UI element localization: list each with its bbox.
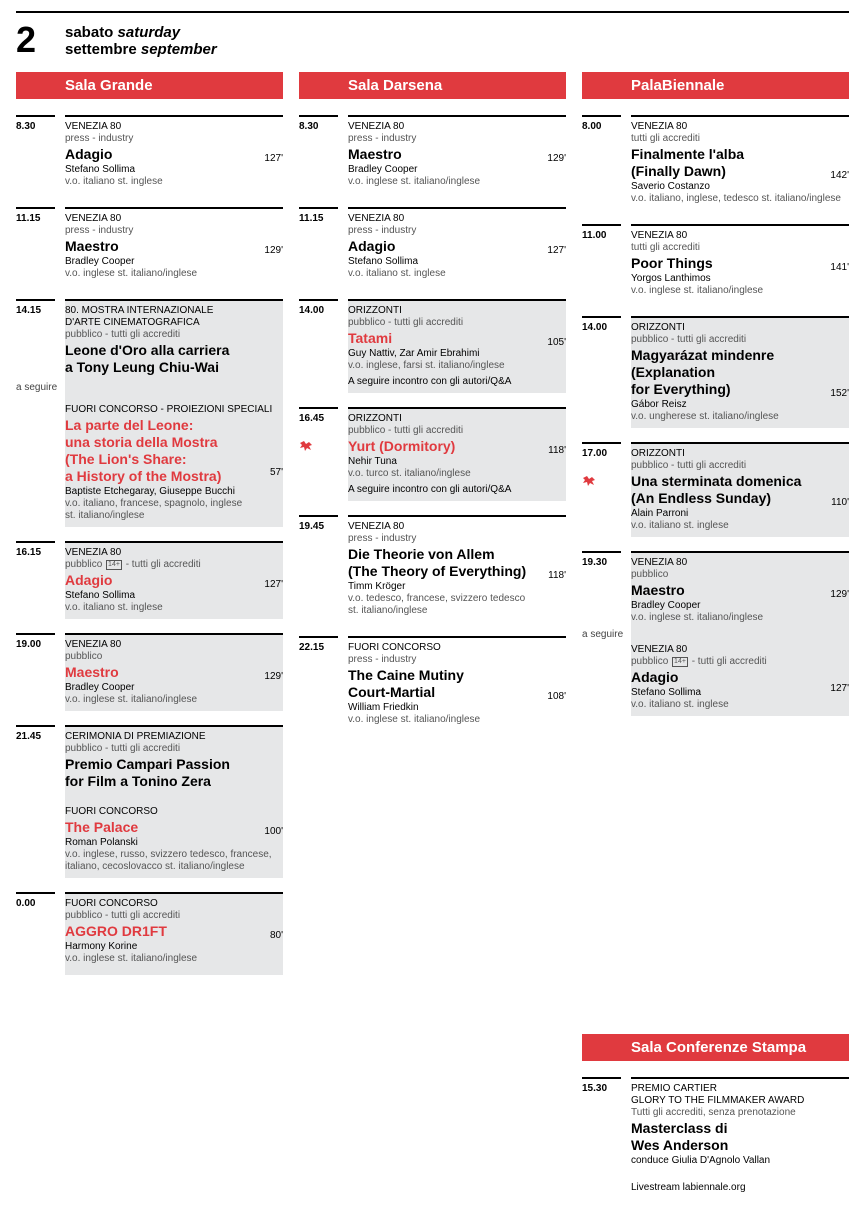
screening-slot: [299, 407, 566, 501]
screening-time: 0.00: [16, 898, 36, 909]
audience-label: press - industry: [348, 225, 417, 236]
screening-slot: [16, 299, 283, 527]
audience-text: - tutti gli accrediti: [691, 656, 767, 667]
section-label: VENEZIA 80: [65, 121, 122, 132]
film-title[interactable]: Magyarázat mindenre: [631, 347, 775, 363]
day-number: 2: [16, 19, 37, 60]
screening-time: 8.30: [16, 121, 36, 132]
language-info: v.o. inglese st. italiano/inglese: [348, 714, 481, 725]
duration: 129': [264, 245, 283, 256]
film-title[interactable]: Court-Martial: [348, 684, 436, 700]
director: Stefano Sollima: [65, 164, 136, 175]
column-palabiennale: [582, 72, 849, 716]
audience-text: - tutti gli accrediti: [125, 559, 201, 570]
language-info: v.o. inglese, russo, svizzero tedesco, francese,: [65, 849, 272, 860]
film-title[interactable]: (An Endless Sunday): [631, 490, 772, 506]
language-info: v.o. turco st. italiano/inglese: [348, 468, 471, 479]
language-info: v.o. italiano st. inglese: [631, 699, 729, 710]
film-title[interactable]: Adagio: [65, 146, 113, 162]
director: Bradley Cooper: [65, 256, 135, 267]
duration: 57': [269, 467, 283, 478]
screening-slot: [16, 115, 283, 193]
audience-label: [65, 559, 283, 571]
audience-label: pubblico - tutti gli accrediti: [348, 317, 464, 328]
event-title[interactable]: Leone d'Oro alla carriera: [65, 342, 230, 358]
duration: 110': [831, 497, 849, 508]
section-label: VENEZIA 80: [65, 639, 122, 650]
venue-header: Sala Darsena: [299, 72, 566, 99]
screening-time: 21.45: [16, 731, 42, 742]
column-sala-grande: [16, 72, 283, 975]
duration: 129': [547, 153, 566, 164]
film-title[interactable]: Die Theorie von Allem: [348, 546, 495, 562]
language-info: v.o. inglese st. italiano/inglese: [65, 953, 198, 964]
section-label: FUORI CONCORSO: [65, 898, 158, 909]
film-title[interactable]: AGGRO DR1FT: [65, 923, 167, 939]
film-title[interactable]: Maestro: [631, 582, 685, 598]
screening-time: 19.45: [299, 521, 325, 532]
audience-label: press - industry: [348, 654, 417, 665]
screening-time: 8.00: [582, 121, 602, 132]
duration: 118': [548, 570, 566, 581]
language-info: v.o. italiano, inglese, tedesco st. italiano/inglese: [631, 193, 841, 204]
section-label: ORIZZONTI: [631, 448, 685, 459]
section-label: VENEZIA 80: [348, 213, 405, 224]
duration: 127': [830, 683, 849, 694]
film-title[interactable]: (The Lion's Share:: [65, 451, 187, 467]
weekday-it: sabato: [65, 24, 114, 41]
duration: 108': [547, 691, 566, 702]
audience-label: pubblico - tutti gli accrediti: [631, 460, 747, 471]
language-info: v.o. inglese st. italiano/inglese: [348, 176, 481, 187]
column-sala-darsena: [299, 72, 566, 731]
screening-time: 14.00: [582, 322, 608, 333]
screening-slot: [299, 515, 566, 622]
director: Stefano Sollima: [631, 687, 702, 698]
film-title[interactable]: Finalmente l'alba: [631, 146, 745, 162]
film-title[interactable]: Poor Things: [631, 255, 713, 271]
director: Alain Parroni: [631, 508, 689, 519]
director: Timm Kröger: [348, 581, 406, 592]
audience-label: [631, 656, 849, 668]
section-label: VENEZIA 80: [631, 644, 688, 655]
language-info: v.o. inglese st. italiano/inglese: [65, 268, 198, 279]
duration: 127': [264, 153, 283, 164]
language-info: st. italiano/inglese: [348, 605, 428, 616]
event-title[interactable]: Wes Anderson: [631, 1137, 729, 1153]
film-title[interactable]: The Caine Mutiny: [348, 667, 464, 683]
audience-label: Tutti gli accrediti, senza prenotazione: [631, 1107, 796, 1118]
audience-label: tutti gli accrediti: [631, 242, 700, 253]
screening-slot: [16, 207, 283, 285]
event-slot: [582, 1077, 849, 1199]
film-title[interactable]: (Explanation: [631, 364, 716, 380]
language-info: v.o. inglese st. italiano/inglese: [65, 694, 198, 705]
venue-header: PalaBiennale: [582, 72, 849, 99]
film-title[interactable]: La parte del Leone:: [65, 417, 194, 433]
age-rating-badge: 14+: [674, 658, 686, 665]
section-label: VENEZIA 80: [631, 121, 688, 132]
screening-slot: [16, 892, 283, 975]
language-info: v.o. inglese, farsi st. italiano/inglese: [348, 360, 505, 371]
screening-slot: [299, 636, 566, 731]
director: Bradley Cooper: [631, 600, 701, 611]
screening-time: 19.30: [582, 557, 608, 568]
director: Yorgos Lanthimos: [631, 273, 711, 284]
audience-label: pubblico: [631, 569, 669, 580]
day-label: [65, 24, 217, 58]
screening-slot: [16, 725, 283, 878]
audience-label: tutti gli accrediti: [631, 133, 700, 144]
screening-slot: [582, 551, 849, 716]
director: Harmony Korine: [65, 941, 138, 952]
screening-slot: [299, 299, 566, 393]
screening-time: 8.30: [299, 121, 319, 132]
screening-slot: [16, 633, 283, 711]
screening-slot: [16, 541, 283, 619]
audience-label: pubblico - tutti gli accrediti: [65, 329, 181, 340]
audience-label: pubblico - tutti gli accrediti: [65, 743, 181, 754]
event-title[interactable]: Masterclass di: [631, 1120, 728, 1136]
audience-text: pubblico: [631, 656, 669, 667]
director: William Friedkin: [348, 702, 419, 713]
section-label: VENEZIA 80: [65, 213, 122, 224]
film-title[interactable]: Adagio: [348, 238, 396, 254]
duration: 105': [547, 337, 566, 348]
section-label: ORIZZONTI: [348, 413, 402, 424]
director: Guy Nattiv, Zar Amir Ebrahimi: [348, 348, 480, 359]
venue-header: Sala Conferenze Stampa: [582, 1034, 849, 1061]
language-info: v.o. tedesco, francese, svizzero tedesco: [348, 593, 526, 604]
duration: 80': [269, 930, 283, 941]
section-label: GLORY TO THE FILMMAKER AWARD: [631, 1095, 805, 1106]
section-label: PREMIO CARTIER: [631, 1083, 717, 1094]
section-label: VENEZIA 80: [65, 547, 122, 558]
column-sala-conferenze: [582, 1034, 849, 1199]
lion-icon: [582, 475, 596, 490]
audience-label: press - industry: [65, 133, 134, 144]
a-seguire-label: a seguire: [16, 382, 58, 393]
film-title[interactable]: Yurt (Dormitory): [348, 438, 456, 454]
duration: 129': [264, 671, 283, 682]
director: Nehir Tuna: [348, 456, 397, 467]
film-title[interactable]: (Finally Dawn): [631, 163, 726, 179]
language-info: v.o. inglese st. italiano/inglese: [631, 285, 764, 296]
a-seguire-label: a seguire: [582, 629, 624, 640]
event-title[interactable]: for Film a Tonino Zera: [65, 773, 211, 789]
q-and-a-note: A seguire incontro con gli autori/Q&A: [348, 376, 512, 387]
q-and-a-note: A seguire incontro con gli autori/Q&A: [348, 484, 512, 495]
duration: 141': [830, 262, 849, 273]
screening-slot: [299, 207, 566, 285]
duration: 129': [830, 589, 849, 600]
film-title[interactable]: Adagio: [631, 669, 679, 685]
screening-slot: [299, 115, 566, 193]
screening-time: 11.00: [582, 230, 607, 241]
film-title[interactable]: Una sterminata domenica: [631, 473, 802, 489]
screening-time: 11.15: [16, 213, 41, 224]
director: Roman Polanski: [65, 837, 138, 848]
livestream-link[interactable]: Livestream labiennale.org: [631, 1182, 746, 1193]
section-label: VENEZIA 80: [631, 557, 688, 568]
audience-label: pubblico - tutti gli accrediti: [631, 334, 747, 345]
screening-time: 16.15: [16, 547, 42, 558]
language-info: v.o. italiano, francese, spagnolo, inglese: [65, 498, 243, 509]
screening-time: 19.00: [16, 639, 42, 650]
audience-label: press - industry: [348, 133, 417, 144]
section-label: FUORI CONCORSO - PROIEZIONI SPECIALI: [65, 404, 273, 415]
film-title[interactable]: Tatami: [348, 330, 393, 346]
month-en: september: [140, 41, 217, 58]
lion-icon: [299, 440, 313, 455]
section-label: VENEZIA 80: [631, 230, 688, 241]
language-info: italiano, cecoslovacco st. italiano/inglese: [65, 861, 245, 872]
screening-slot: [582, 115, 849, 210]
film-title[interactable]: Maestro: [65, 664, 119, 680]
duration: 118': [548, 445, 566, 456]
duration: 127': [547, 245, 566, 256]
audience-text: pubblico: [65, 559, 103, 570]
director: Stefano Sollima: [65, 590, 136, 601]
event-title[interactable]: Premio Campari Passion: [65, 756, 230, 772]
section-label: FUORI CONCORSO: [348, 642, 441, 653]
film-title[interactable]: Adagio: [65, 572, 113, 588]
duration: 100': [264, 826, 283, 837]
director: Gábor Reisz: [631, 399, 687, 410]
screening-slot: [582, 224, 849, 302]
film-title[interactable]: una storia della Mostra: [65, 434, 218, 450]
screening-time: 11.15: [299, 213, 324, 224]
duration: 152': [830, 388, 849, 399]
film-title[interactable]: for Everything): [631, 381, 731, 397]
language-info: v.o. italiano st. inglese: [348, 268, 446, 279]
duration: 142': [830, 170, 849, 181]
month-it: settembre: [65, 41, 137, 58]
director: Baptiste Etchegaray, Giuseppe Bucchi: [65, 486, 235, 497]
weekday-en: saturday: [117, 24, 181, 41]
top-rule: [16, 11, 849, 13]
section-label: CERIMONIA DI PREMIAZIONE: [65, 731, 206, 742]
language-info: v.o. italiano st. inglese: [65, 176, 163, 187]
audience-label: pubblico - tutti gli accrediti: [65, 910, 181, 921]
film-title[interactable]: The Palace: [65, 819, 139, 835]
director: Bradley Cooper: [348, 164, 418, 175]
director: Bradley Cooper: [65, 682, 135, 693]
audience-label: pubblico: [65, 651, 103, 662]
audience-label: pubblico - tutti gli accrediti: [348, 425, 464, 436]
section-label: 80. MOSTRA INTERNAZIONALE: [65, 305, 214, 316]
language-info: st. italiano/inglese: [65, 510, 145, 521]
section-label: D'ARTE CINEMATOGRAFICA: [65, 317, 200, 328]
director: Stefano Sollima: [348, 256, 419, 267]
screening-time: 14.00: [299, 305, 325, 316]
film-title[interactable]: Maestro: [65, 238, 119, 254]
screening-time: 14.15: [16, 305, 42, 316]
venue-header: Sala Grande: [16, 72, 283, 99]
film-title[interactable]: Maestro: [348, 146, 402, 162]
screening-time: 16.45: [299, 413, 325, 424]
screening-slot: [582, 442, 849, 537]
event-title[interactable]: a Tony Leung Chiu-Wai: [65, 359, 219, 375]
language-info: v.o. italiano st. inglese: [631, 520, 729, 531]
section-label: FUORI CONCORSO: [65, 806, 158, 817]
section-label: VENEZIA 80: [348, 521, 405, 532]
film-title[interactable]: a History of the Mostra): [65, 468, 222, 484]
section-label: ORIZZONTI: [348, 305, 402, 316]
duration: 127': [264, 579, 283, 590]
screening-time: 17.00: [582, 448, 608, 459]
section-label: VENEZIA 80: [348, 121, 405, 132]
language-info: v.o. ungherese st. italiano/inglese: [631, 411, 779, 422]
audience-label: press - industry: [348, 533, 417, 544]
section-label: ORIZZONTI: [631, 322, 685, 333]
moderator: conduce Giulia D'Agnolo Vallan: [631, 1155, 771, 1166]
film-title[interactable]: (The Theory of Everything): [348, 563, 527, 579]
audience-label: press - industry: [65, 225, 134, 236]
language-info: v.o. italiano st. inglese: [65, 602, 163, 613]
screening-time: 22.15: [299, 642, 325, 653]
age-rating-badge: 14+: [108, 561, 120, 568]
screening-slot: [582, 316, 849, 428]
language-info: v.o. inglese st. italiano/inglese: [631, 612, 764, 623]
event-time: 15.30: [582, 1083, 608, 1094]
director: Saverio Costanzo: [631, 181, 710, 192]
